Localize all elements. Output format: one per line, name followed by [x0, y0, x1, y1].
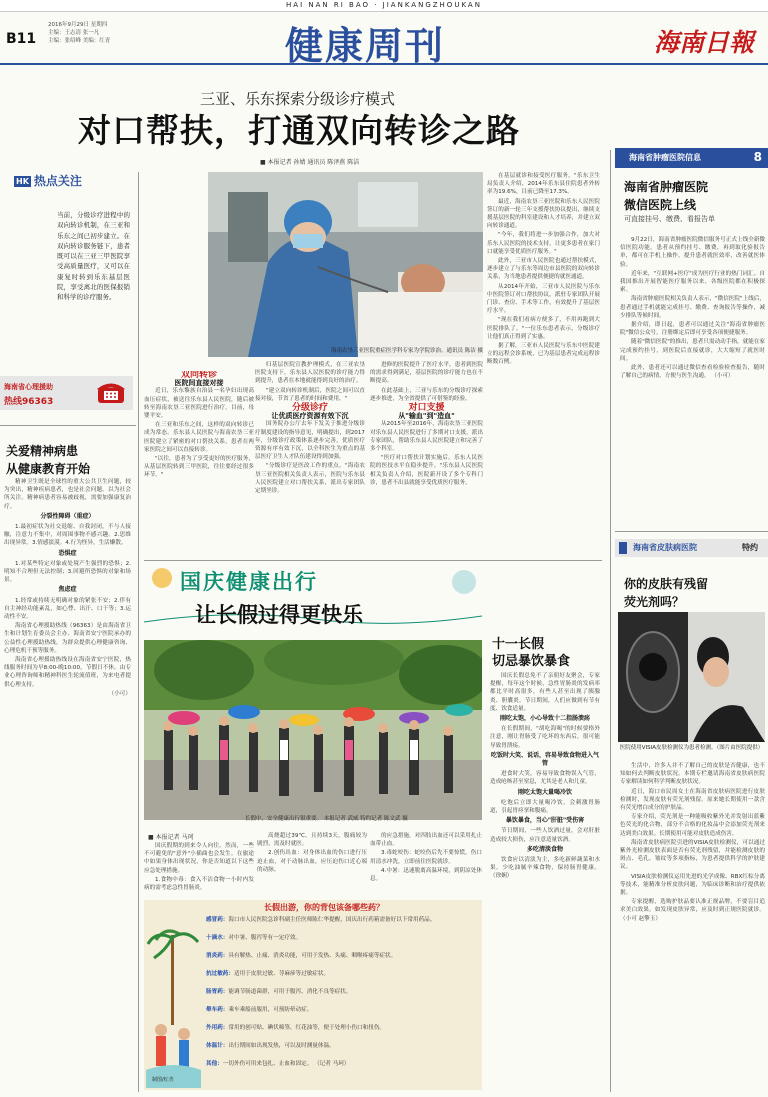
paragraph: 随着"微信医院"的推出，患者只需动动手指，就能在家完成预约挂号，到医院后直接就诊，大大缩短了就医时间。 — [620, 339, 765, 362]
byline: ■ 本报记者 孙婧 通讯员 陈泽燕 陈洁 — [260, 159, 360, 166]
tips-credit: 制图/红青 — [152, 1077, 174, 1083]
paragraph: 1.经常或持续无明确对象的紧张不安；2.伴有自主神经功能紊乱，如心悸、出汗、口干等；3.运动性不安。 — [4, 597, 131, 621]
subhead: 刚吃太饱大量喝冷饮 — [517, 788, 572, 796]
subhead: 刚吃太饱，小心导致十二指肠溃疡 — [499, 715, 590, 723]
paragraph: 近年来，"互联网+医疗"成为医疗行业的热门词汇。自我国推出开展智能医疗服务以来，各级医院都在积极探索。 — [620, 270, 765, 294]
main-headline: 对口帮扶，打通双向转诊之路 — [78, 111, 520, 150]
paragraph: 海南省皮肤病医院引进的VISIA皮肤检测仪，可以通过紫外光检测皮肤表面是否有荧光剂残留，并能检测皮肤的斑点、毛孔、皱纹等多项指标，为患者提供科学的护肤建议。 — [620, 839, 765, 871]
section-divider — [144, 560, 602, 561]
pinyin-strip-text: HAI NAN RI BAO · JIANKANGZHOUKAN — [286, 1, 482, 9]
paragraph: 4.中暑：迅速脱离高温环境，到阴凉处休息。 — [370, 867, 482, 883]
tumor-hospital-banner — [615, 148, 768, 168]
tip-row — [206, 970, 474, 979]
paragraph: 高烧超过39℃，且持续3天，腹痛较为剧烈，需及时就医。 — [257, 833, 367, 848]
sub-headline: 三亚、乐东探索分级诊疗模式 — [200, 90, 396, 108]
paragraph: 精神卫生既是全球性的重大公共卫生问题，较为突出，精神疾病患者，也是社会问题。以为社会所关注。精神病患者容易被歧视，需要加强康复治疗。 — [4, 479, 131, 510]
paragraph: 1.对某些特定对象或处境产生强烈的恐惧；2.明知不合理但无法控制；3.回避所恐惧的对象和场景。 — [4, 560, 131, 584]
tip-key: 肠胃药： — [206, 989, 229, 995]
top-strip — [0, 0, 768, 12]
paragraph: 生活中，许多人并不了解自己的皮肤是否健康，也不知如何去判断皮肤状况。本期专栏邀请海南省皮肤病医院专家解读如何科学判断皮肤状况。 — [620, 763, 765, 786]
paragraph: "现在我们看病方便多了，不用再跑到大医院排队了。"一位乐东患者表示，分级诊疗让他们真正得到了实惠。 — [487, 317, 600, 340]
skin-article-body — [620, 762, 765, 1095]
column-divider — [138, 172, 139, 1092]
long-holiday-title: 十一长假 — [492, 637, 545, 652]
skin-title-line2: 荧光剂吗？ — [624, 595, 685, 609]
skin-title-line1: 你的皮肤有残留 — [624, 577, 709, 591]
subhead: 焦虑症 — [58, 586, 77, 594]
paragraph: 国庆假期的到来令人向往。然而，一些不可避免的"意外"小插曲也会发生。在旅途中如果身体出现状况，你是否知道以下这些应急处理措施。 — [144, 843, 254, 874]
paragraph: 1.食物中毒：食入不洁食物一小时内发病的需考虑急性胃肠炎。 — [144, 876, 254, 892]
issue-meta — [48, 21, 110, 45]
paragraph: 据介绍，即日起，患者可以通过关注"海南省肿瘤医院"微信公众号，注册绑定后即可享受各项便捷服务。 — [620, 322, 765, 337]
photo-caption: 海南农垦三亚医院重症医学科专家为学院诊治。通讯员 陈洁 摄 — [331, 348, 483, 354]
column-subhead-line2: 让优质医疗资源有效下沉 — [271, 412, 349, 421]
doctor-examining-patient-photo — [208, 172, 483, 357]
article-column-1 — [144, 371, 254, 556]
paragraph: 吃饱后立即大量喝冷饮，会刺激胃肠道，引起胃痉挛和腹痛。 — [490, 799, 600, 815]
tourists-crowd-photo — [144, 640, 482, 820]
tip-row — [206, 916, 474, 925]
paragraph: 3.毒蛇咬伤：蛇咬伤后先不要惊慌，伤口用清水冲洗，立即前往医院就诊。 — [370, 850, 482, 865]
tip-row — [206, 1042, 474, 1051]
tumor-article-body — [620, 236, 765, 524]
photo-caption: 医院使用VISIA皮肤检测仪为患者检测。（图片由医院提供） — [619, 745, 764, 751]
paragraph: "以往，患者为了享受更好的医疗服务，从基层医院转到三甲医院，往往要经过很多环节。" — [144, 456, 254, 479]
page-number: B11 — [6, 31, 37, 47]
article-column-4 — [487, 172, 600, 558]
tip-text: 出行期间如出现发热，可以及时测量体温。 — [228, 1043, 335, 1049]
paragraph: 近日，乐东黎族自治县一名孕妇出现高血压症状，被送往乐东县人民医院，随后被转至海南农垦三亚医院进行治疗。目前，母婴平安。 — [144, 388, 254, 420]
tip-text: 适用于皮肤过敏、荨麻疹等过敏症状。 — [233, 971, 330, 977]
paragraph: 近日，海口市民周女士在海南省皮肤病医院进行皮肤检测时，发现皮肤有荧光剂残留。原来她长期使用一款含有荧光增白成分的护肤品。 — [620, 788, 765, 812]
tip-key: 十滴水： — [206, 935, 229, 941]
tip-text: 具有解热、止痛、消炎功能，可用于发热、头痛、咽喉疼痛等症状。 — [228, 953, 397, 959]
tips-title: 长假出游，你的背包该备哪些药？ — [264, 903, 384, 912]
newspaper-logo: 海南日報 — [653, 28, 754, 57]
column-subhead: 对口支援 — [408, 403, 445, 414]
subhead: 恐惧症 — [58, 549, 77, 557]
tip-text: 能调节肠道菌群，可用于腹泻、消化不良等症状。 — [228, 989, 352, 995]
holiday-column-3 — [370, 832, 482, 900]
hotline-label: 海南省心理援助 — [4, 383, 53, 391]
tip-row — [206, 1006, 474, 1015]
column-subhead-line2: 医院间直接对接 — [174, 379, 224, 388]
paragraph: "今年，我们将进一步加强合作，加大对乐东人民医院的技术支持，让更多患者在家门口就能享受优质医疗服务。" — [487, 232, 600, 255]
paragraph: "医疗对口帮扶计划实施后，乐东人民医院的医技水平在稳步提升。"乐东县人民医院相关负责人介绍，医院新开设了多个专科门诊，患者不出县就能享受优质医疗服务。 — [370, 455, 483, 486]
paragraph: 从2015年至2016年，海南农垦三亚医院对乐东县人民医院进行了多期对口支援，派出专家团队，帮助乐东县人民医院建立和完善了多个科室。 — [370, 421, 483, 453]
holiday-column-1 — [144, 842, 254, 900]
author-note: （小可） — [108, 690, 131, 697]
paragraph: 专家提醒，选购护肤品要认准正规品牌，不要盲目追求美白效果。如发现皮肤异常，应及时到正规医院就诊。 （小可 赵擎玉） — [620, 899, 765, 922]
page-header — [0, 13, 768, 68]
paragraph: 国庆长假总免不了亲朋好友聚会，专家提醒，每年这个时候，急性胃肠炎的发病率都比平时高很多，有些人甚至出现了胰腺炎、胆囊炎。节日期间，人们应做到有节有度、饮食适量。 — [490, 673, 600, 712]
paragraph: 进修的医院提升了医疗水平，患者到医院的需求得到满足，基层医院的诊疗能力也在不断提高。 — [370, 362, 483, 385]
paragraph: "分级诊疗是医改工作的重点。"海南农垦三亚医院相关负责人表示，医院与乐东县人民医院建立对口帮扶关系，派出专家团队定期坐诊。 — [255, 463, 365, 495]
hot-focus-summary: 当前，分级诊疗进程中的双向转诊机制，在三亚和乐东之间已初步建立。在双向转诊服务链下，患者既可以在三亚三甲医院享受高质量医疗，又可以在康复时转到乐东基层医院，享受离北的医保报销和科学的诊疗服务。 — [57, 211, 130, 302]
paragraph: 2.创伤出血：对身体出血的伤口进行压迫止血，对于动脉出血，应压迫伤口近心端的动脉。 — [257, 850, 367, 873]
editor-line: 主编：王志清 张一凡 — [48, 30, 100, 36]
tumor-banner-label: 海南省肿瘤医院信息 — [629, 153, 701, 162]
left-article-body — [4, 478, 131, 1095]
hot-focus-text-label: 热点关注 — [33, 174, 82, 188]
section-divider — [615, 531, 768, 532]
tip-row — [206, 1024, 474, 1033]
issue-date: 2016年9月29日 星期四 — [48, 22, 108, 28]
tip-key: 晕车药： — [206, 1007, 229, 1013]
hot-focus-label — [14, 172, 82, 189]
tip-key: 消炎药： — [206, 953, 229, 959]
paragraph: 据了解，三亚市人民医院与乐东中医院建立的远程会诊系统，已为基层患者完成远程诊断数百例。 — [487, 343, 600, 366]
skin-hospital-banner — [615, 539, 768, 557]
paragraph: 9月22日，海南省肿瘤医院微信服务号正式上线全新微信医院功能。患者从预约挂号、缴费，再到取化验报告单，都可在手机上操作，提升患者就医效率，改善就医体验。 — [620, 237, 765, 268]
paragraph: 节日期间，一些人饮酒过量，会对肝脏造成较大损伤，应注意适量饮酒。 — [490, 828, 600, 843]
subhead: 吃饭时大笑、说话，容易导致食物进入气管 — [490, 751, 599, 768]
subhead: 多吃清淡食物 — [526, 845, 563, 853]
paragraph: 海南省心理援助热线设在海南省安宁医院，热线服务时间为早8:00-晚10:00，节假日不休。由专业心理咨询师和精神科医生轮流值班，为来电者提供心理支持。 — [4, 657, 131, 688]
left-article-title-line2: 从健康教育开始 — [6, 462, 91, 476]
holiday-title: 国庆健康出行 — [180, 570, 318, 594]
paragraph: 专家介绍，荧光剂是一种能吸收紫外光并发射出蓝紫色荧光的化合物，部分不合格的化妆品中会添加荧光剂来达到美白效果。长期使用可能对皮肤造成伤害。 — [620, 814, 765, 837]
paragraph: 从2014年开始，三亚市人民医院与乐东中医院签订对口帮扶协议，派驻专家团队开展门诊、查房、手术等工作，有效提升了基层医疗水平。 — [487, 283, 600, 315]
tip-key: 感冒药： — [206, 917, 229, 923]
skin-banner-label: 海南省皮肤病医院 — [633, 543, 697, 552]
tip-row — [206, 952, 474, 961]
tumor-banner-number: 8 — [753, 150, 762, 164]
tip-text: 海口市人民医院急诊科副主任医师陈仁华提醒，国庆出行药箱需备好以下常用药品。 — [228, 917, 436, 923]
medicine-tips-box — [144, 900, 482, 1090]
paragraph: 在三亚和乐东之间，这样的双向转诊已成为常态。乐东县人民医院与海南农垦三亚医院建立了紧密的对口帮扶关系，患者在两家医院之间可以直接转诊。 — [144, 422, 254, 453]
tip-text: 一切外伤可用来包扎、止血和固定。 （记者 马珂） — [222, 1061, 350, 1067]
holiday-byline: ■ 本报记者 马珂 — [148, 834, 194, 841]
paragraph: 1.最初症状为社交退缩、自我封闭，不与人接触，注意力不集中，对周围事物不感兴趣。2.思维出现异常。3.情感淡漠。4.行为怪异，生活懒散。 — [4, 524, 131, 547]
telephone-icon — [96, 380, 126, 404]
designer-line: 主编：张绍峰 美编：红青 — [48, 38, 111, 44]
tip-text: 对中暑、腹泻等有一定疗效。 — [228, 935, 302, 941]
hotline-banner — [0, 376, 133, 410]
subhead: 分裂性障碍（重症） — [40, 512, 95, 520]
tip-row — [206, 934, 474, 943]
holiday-column-2 — [257, 832, 367, 900]
paragraph: 国务院办公厅去年下发关于推进分级诊疗制度建设的指导意见，明确提出，到2017年，分级诊疗政策体系逐步完善，优质医疗资源有序有效下沉，以全科医生为重点的基层医疗卫生人才队伍建设得到加强。 — [255, 421, 365, 461]
paragraph: 在基层就诊和接受医疗服务，"乐东卫生局负责人介绍，2014年乐东县住院患者外转率为19.6%，目前已降至17.3%。 — [487, 173, 600, 196]
column-subhead: 分级诊疗 — [291, 403, 328, 414]
paragraph: 此外，患者还可以通过微信查看检验检查报告，随时了解自己的病情，方便与医生沟通。 （小可） — [620, 365, 765, 380]
section-title: 健康周刊 — [285, 24, 446, 68]
paragraph: 的应急措施，对四肢出血还可以采用扎止血带止血。 — [370, 833, 482, 848]
article-column-3 — [370, 361, 483, 558]
subhead: 暴饮暴食，当心"肝脏"受伤害 — [505, 817, 585, 825]
section-divider — [0, 425, 136, 426]
paragraph: 饮食应以清淡为主，多吃新鲜蔬菜和水果，少吃油腻辛辣食物，保持肠胃健康。 （徐娴） — [490, 857, 600, 880]
hotline-number: 热线96363 — [4, 397, 54, 407]
paragraph: 在此基础上，三亚与乐东的分级诊疗探索逐步推进，为全省提供了可借鉴的经验。 — [370, 387, 483, 402]
left-article-title-line1: 关爱精神病患 — [6, 444, 79, 458]
long-holiday-subtitle: 切忌暴饮暴食 — [492, 654, 571, 669]
long-holiday-body — [490, 672, 600, 1092]
tumor-title-line2: 微信医院上线 — [624, 198, 697, 212]
photo-caption: 长假中，安全健康出行很重要。 本报记者 武威 特约记者 陈文武 摄 — [245, 816, 408, 822]
column-divider — [610, 150, 611, 1092]
tip-key: 体温计： — [206, 1043, 229, 1049]
tip-key: 抗过敏药： — [206, 971, 234, 977]
paragraph: 海南省肿瘤医院相关负责人表示，"微信医院"上线后，患者通过手机就能完成挂号、缴费、查询报告等操作，减少排队等候时间。 — [620, 296, 765, 319]
article-column-2 — [255, 361, 365, 558]
tip-key: 其他： — [206, 1061, 223, 1067]
column-subhead-line2: 从"输血"到"造血" — [398, 412, 455, 421]
tip-key: 外用药： — [206, 1025, 229, 1031]
paragraph: 归基层医院宣教护理模式，在三亚农垦医院支持下，乐东县人民医院的诊疗能力得到提升，患者在本地就能得到良好的治疗。 — [255, 362, 365, 385]
tip-row — [206, 988, 474, 997]
tip-text: 常用的创可贴、碘伏棉签、红花油等，便于处理小伤口和扭伤。 — [228, 1025, 386, 1031]
tumor-subtitle: 可直接挂号、缴费、看报告单 — [624, 215, 715, 223]
visia-skin-scan-photo — [618, 612, 765, 742]
paragraph: "建立双向转诊机制后，医院之间可以直接对接，节省了患者的时间和费用。" — [255, 387, 365, 402]
skin-banner-tag: 特约 — [742, 543, 758, 552]
hk-badge-icon: HK — [16, 177, 29, 186]
paragraph: 最近，海南农垦三亚医院和乐东人民医院签订的新一轮三年支援帮扶协议提出，继续支援基层医院的科室建设和人才培养，并建立双向转诊通道。 — [487, 198, 600, 230]
paragraph: 此外，三亚市人民医院也通过帮扶模式，逐步建立了与乐东等周边市县医院的双向转诊关系，为当地患者提供便捷的就医通道。 — [487, 258, 600, 281]
column-subhead: 双向转诊 — [180, 371, 217, 380]
tip-row — [206, 1060, 474, 1069]
paragraph: 在长假期间，"胡吃海喝"的时候要格外注意，刚让胃肠受了吃坏的东西后，很可能导致胃溃疡。 — [490, 726, 600, 749]
paragraph: 进食时大笑，容易导致食物误入气管，造成呛咳甚至窒息，尤其是老人和儿童。 — [490, 771, 600, 786]
tumor-title-line1: 海南省肿瘤医院 — [624, 180, 709, 194]
tip-text: 乘车乘船前服用，可预防晕动症。 — [228, 1007, 313, 1013]
beach-travelers-illustration — [146, 920, 201, 1088]
holiday-subtitle: 让长假过得更快乐 — [195, 603, 363, 627]
banner-accent-bar — [619, 542, 627, 554]
paragraph: 海南省心理援助热线（96363）是由海南省卫生和计划生育委员会主办、海南省安宁医院承办的公益性心理援助热线，为群众提供心理健康咨询、心理危机干预等服务。 — [4, 623, 131, 654]
paragraph: VISIA皮肤检测仪运用先进的光学成像、RBX红棕分离等技术，能精准分析皮肤问题，为临床诊断和治疗提供依据。 — [620, 873, 765, 897]
